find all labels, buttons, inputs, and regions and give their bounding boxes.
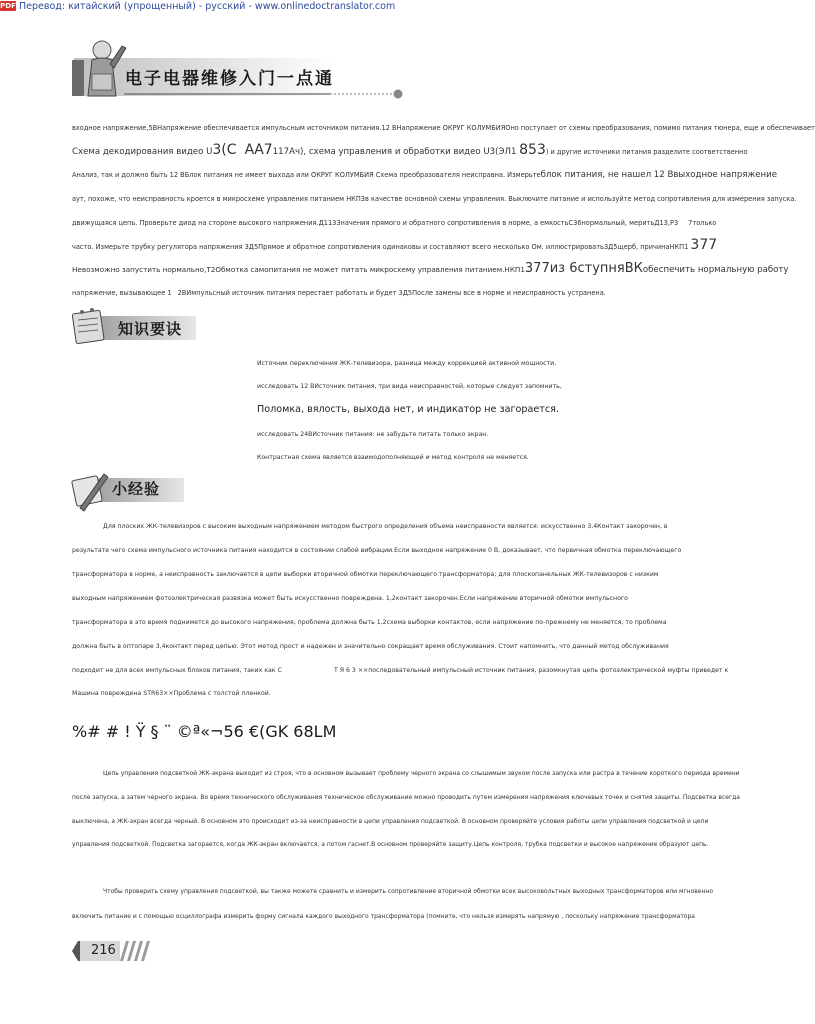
para1-line-8: напряжение, вызывающее 1 2ВИмпульсный источник питания перестает работать и будет 3Д5После замены все в норме и неисправность устранена. <box>72 289 606 297</box>
knowledge-item-5: Контрастная схема является взаимодополняющей и метод контроля не меняется. <box>257 454 529 461</box>
experience-title: 小经验 <box>112 480 161 498</box>
para1-line-1: входное напряжение,5ВНапряжение обеспечивается импульсным источником питания.12 ВНапряжение ОКРУГ КОЛУМБИЯОно поступает от схемы преобразования, помимо питания тюнера, еще и обеспечивает <box>72 124 815 132</box>
pdf-logo-icon: PDF <box>0 2 16 10</box>
para1-line-6: часто. Измерьте трубку регулятора напряжения 3Д5Прямое и обратное сопротивления одинаковы и составляют всего несколько Ом. иллюстрировать3Д5щерб, причинаНКП1 377 <box>72 237 718 253</box>
experience-line-7b: Т Я 6 3 ××последовательный импульсный источник питания, разомкнутая цепь фотоэлектрической муфты приведет к <box>334 667 729 674</box>
section3-para1-line-2: после запуска, а затем черного экрана. Во время технического обслуживания техническое обслуживание можно проводить путем измерения напряжения ключевых точек и снятия защиты. Подсветка всегда <box>72 794 740 801</box>
section3-para2-line-1: Чтобы проверить схему управления подсветкой, вы также можете сравнить и измерить сопротивление вторичной обмотки всех высоковольтных выходных трансформаторов или мгновенно <box>103 888 714 895</box>
translator-banner-text: Перевод: китайский (упрощенный) - русский - www.onlinedoctranslator.com <box>19 0 396 12</box>
section-heading: %# # ! Ÿ § ¨ ©ª«¬56 €(GK 68LM <box>72 722 337 741</box>
knowledge-item-3: Поломка, вялость, выхода нет, и индикатор не загорается. <box>257 404 559 415</box>
experience-line-8: Машина повреждена STR63××Проблема с толстой пленкой. <box>72 690 271 697</box>
page-number: 216 <box>91 943 116 958</box>
knowledge-item-1: Источник переключения ЖК-телевизора, разница между коррекцией активной мощности, <box>257 360 557 367</box>
experience-line-3: трансформатора в норме, а неисправность заключается в цепи выборки вторичной обмотки переключающего трансформатора; для плоскопанельных ЖК-телевизоров с низким <box>72 571 659 578</box>
experience-line-5: трансформатора в это время поднимется до высокого напряжения, проблема должна быть 1,2схема выборки контактов, если напряжение по-прежнему не меняется, то проблема <box>72 619 667 626</box>
section3-para2-line-2: включить питание и с помощью осциллографа измерить форму сигнала каждого выходного трансформатора (помните, что нельзя измерять напрямую , поскольку напряжение трансформатора <box>72 913 695 920</box>
para1-line-2: Схема декодирования видео U3(С АА7117Ач), схема управления и обработки видео U3(ЭЛ1 853) и другие источники питания разделите соответственно <box>72 142 748 158</box>
section3-para1-line-4: управления подсветкой. Подсветка загорается, когда ЖК-экран включается, а потом гаснет.В основном проверяйте защиту.Цепь контроля, трубка подсветки и высокое напряжение образуют цепь. <box>72 841 709 848</box>
experience-line-7a: подходит не для всех импульсных блоков питания, таких как С <box>72 667 282 674</box>
experience-line-4: выходным напряжением фотоэлектрическая развязка может быть искусственно повреждена. 1,2контакт закорочен.Если напряжение вторичной обмотки импульсного <box>72 595 628 602</box>
para1-line-4: аут, похоже, что неисправность кроется в микросхеме управления питанием НКП3в качестве основной схемы управления. Выключите питание и используйте метод сопротивления для измерения запуска. <box>72 195 797 203</box>
header-title: 电子电器维修入门一点通 <box>125 69 334 89</box>
section3-para1-line-1: Цепь управления подсветкой ЖК-экрана выходит из строя, что в основном вызывает проблему черного экрана со слышимым звуком после запуска или растра в течение короткого периода времени <box>103 770 740 777</box>
knowledge-item-4: исследовать 24ВИсточник питания: не забудьте питать только экран. <box>257 431 489 438</box>
para1-line-7: Невозможно запустить нормально,Т2Обмотка самопитания не может питать микросхему управления питанием.НКП1377из 6ступняВКобеспечить нормальную работу <box>72 261 789 276</box>
knowledge-title: 知识要诀 <box>118 320 183 338</box>
knowledge-item-2: исследовать 12 ВИсточник питания, три вида неисправностей, которые следует запомнить, <box>257 383 562 390</box>
section3-para1-line-3: выключена, а ЖК-экран всегда черный. В основном это происходит из-за неисправности в цепи управления подсветкой. В основном проверяйте условия работы цепи управления подсветкой и цепи <box>72 818 709 825</box>
para1-line-5: движущаяся цепь. Проверьте диод на стороне высокого напряжения.Д113Значения прямого и обратного сопротивления в норме, а емкостьС36нормальный, меритьД13,Р3 7только <box>72 219 717 227</box>
translator-banner <box>0 0 395 12</box>
experience-line-2: результате чего схема импульсного источника питания находится в состоянии слабой вибрации.Если выходное напряжение 0 В, доказывает, что первичная обмотка переключающего <box>72 547 682 554</box>
experience-line-1: Для плоских ЖК-телевизоров с высоким выходным напряжением методом быстрого определения объема неисправности является: искусственно 3,4Контакт закорочен, в <box>103 523 668 530</box>
experience-line-6: должна быть в оптопаре 3,4контакт перед цепью. Этот метод прост и надежен и значительно сокращает время обслуживания. Стоит напомнить, что данный метод обслуживания <box>72 643 669 650</box>
para1-line-3: Анализ, так и должно быть 12 ВБлок питания не имеет выхода или ОКРУГ КОЛУМБИЯ Схема преобразователя неисправна. Измерьтеблок питания, не нашел 12 Ввыходное напряжение <box>72 170 778 180</box>
